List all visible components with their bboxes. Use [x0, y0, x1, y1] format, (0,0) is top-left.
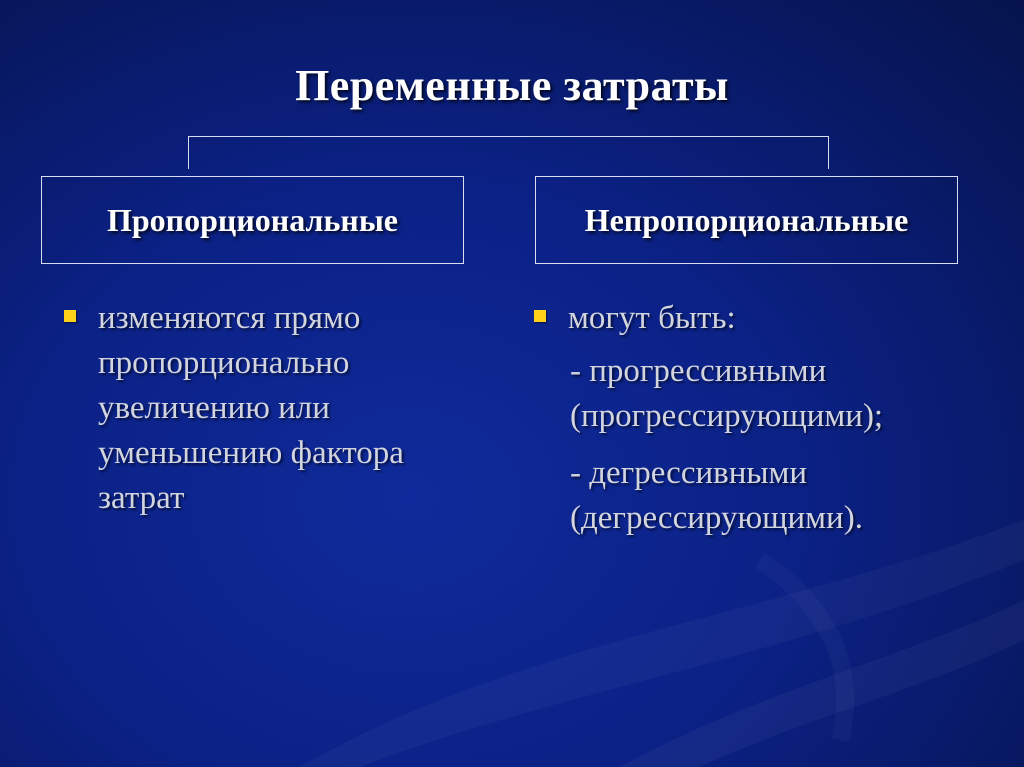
nonproportional-heading: Непропорциональные — [584, 201, 909, 238]
proportional-heading: Пропорциональные — [106, 201, 398, 238]
sub-item-degressive: - дегрессивными (дегрессирующими). — [570, 455, 863, 536]
list-item — [534, 296, 994, 341]
page-title: Переменные затраты — [295, 61, 729, 110]
nonproportional-bullet-text: могут быть: — [568, 300, 736, 336]
square-bullet-icon — [64, 310, 76, 322]
tree-connector — [188, 136, 829, 169]
list-item — [64, 296, 484, 521]
nonproportional-box — [535, 176, 958, 264]
proportional-bullet-text: изменяются прямо пропорционально увеличению или уменьшению фактора затрат — [98, 300, 404, 516]
sub-item-progressive: - прогрессивными (прогрессирующими); — [570, 353, 884, 434]
proportional-box — [41, 176, 464, 264]
proportional-description — [64, 296, 484, 521]
nonproportional-description — [534, 296, 994, 541]
square-bullet-icon — [534, 310, 546, 322]
